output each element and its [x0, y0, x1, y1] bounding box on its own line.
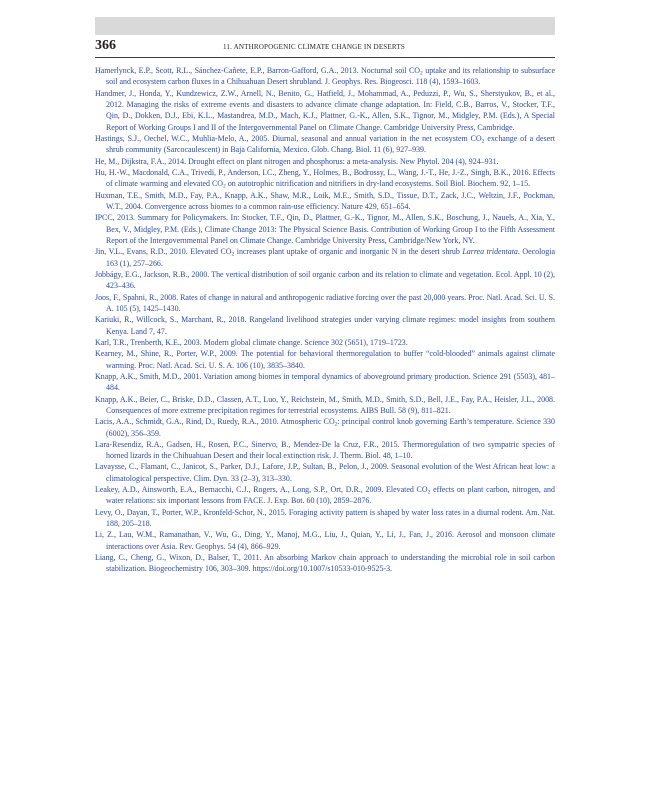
- reference-text: Knapp, A.K., Beier, C., Briske, D.D., Classen, A.T., Luo, Y., Reichstein, M., Smith, M.D., Smith, S.D., Bell, J.E., Fay, P.A., Heisler, J.L., 2008. Consequences of more extreme precipitation regimes for terrestrial ecosystems. AIBS Bull. 58 (9), 811–821.: [95, 394, 555, 415]
- reference-entry: [95, 507, 555, 530]
- page-number: 366: [95, 38, 116, 53]
- reference-text: Li, Z., Lau, W.M., Ramanathan, V., Wu, G., Ding, Y., Manoj, M.G., Liu, J., Quian, Y., Li, J., Fan, J., 2016. Aerosol and monsoon climate interactions over Asia. Rev. Geophys. 54 (4), 866–929.: [95, 530, 555, 551]
- reference-entry: [95, 348, 555, 371]
- reference-entry: [95, 190, 555, 213]
- reference-entry: [95, 461, 555, 484]
- reference-entry: [95, 133, 555, 156]
- reference-text: Huxman, T.E., Smith, M.D., Fay, P.A., Knapp, A.K., Shaw, M.R., Loik, M.E., Smith, S.D., Tissue, D.T., Zack, J.C., Weltzin, J.F., Pockman, W.T., 2004. Convergence across biomes to a common rain-use efficiency. Nature 429, 651–654.: [95, 190, 555, 211]
- reference-text: Handmer, J., Honda, Y., Kundzewicz, Z.W., Arnell, N., Benito, G., Hatfield, J., Mohammad, A., Peduzzi, P., Wu, S., Sherstyukov, B., et al., 2012. Managing the risks of extreme events and disasters to advance climate change adaptation. In: Field, C.B., Barros, V., Stocker, T.F., Qin, D., Dokken, D.J., Ebi, K.L., Mastandrea, M.D., Mach, K.J., Plattner, G.-K., Allen, S.K., Tignor, M., Midgley, P.M. (Eds.), A Special Report of Working Groups I and II of the Intergovernmental Panel on Climate Change. Cambridge University Press, Cambridge.: [95, 88, 555, 132]
- reference-text: Joos, F., Spahni, R., 2008. Rates of change in natural and anthropogenic radiative forcing over the past 20,000 years. Proc. Natl. Acad. Sci. U. S. A. 105 (5), 1425–1430.: [95, 292, 555, 313]
- reference-entry: [95, 439, 555, 462]
- subscript: 2: [427, 489, 431, 496]
- subscript: 2: [223, 183, 226, 190]
- reference-text: : principal control knob governing Earth’s temperature. Science 330 (6002), 356–359.: [106, 417, 555, 438]
- reference-entry: [95, 337, 555, 348]
- reference-text: Hu, H.-W., Macdonald, C.A., Trivedi, P., Anderson, I.C., Zheng, Y., Holmes, B., Bodrossy, L., Wang, J.-T., He, J.-Z., Singh, B.K., 2016. Effects of climate warming and elevated CO: [95, 167, 555, 189]
- reference-entry: [95, 484, 555, 507]
- reference-text: Lavaysse, C., Flamant, C., Janicot, S., Parker, D.J., Lafore, J.P., Sultan, B., Pelon, J., 2009. Seasonal evolution of the West African heat low: a climatological perspective. Clim. Dyn. 33 (2–3), 313–330.: [95, 462, 555, 483]
- reference-text: Kearney, M., Shine, R., Porter, W.P., 2009. The potential for behavioral thermoregulation to buffer “cold-blooded” animals against climate warming. Proc. Natl. Acad. Sci. U. S. A. 106 (10), 3835–3840.: [95, 349, 555, 370]
- reference-entry: [95, 416, 555, 439]
- reference-text: Levy, O., Dayan, T., Porter, W.P., Kronfeld-Schor, N., 2015. Foraging activity pattern is shaped by water loss rates in a diurnal rodent. Am. Nat. 188, 205–218.: [95, 507, 555, 529]
- reference-text: Knapp, A.K., Smith, M.D., 2001. Variation among biomes in temporal dynamics of aboveground primary production. Science 291 (5503), 481–484.: [95, 371, 555, 393]
- reference-text: effects on plant carbon, nitrogen, and water relations: six important lessons from FACE. J. Exp. Bot. 60 (10), 2859–2876.: [106, 485, 555, 506]
- reference-text: IPCC, 2013. Summary for Policymakers. In: Stocker, T.F., Qin, D., Plattner, G.-K., Tignor, M., Allen, S.K., Boschung, J., Nauels, A., Xia, Y., Bex, V., Midgley, P.M. (Eds.), Climate Change 2013: The Physical Science Basis. Contribution of Working Group I to the Fifth Assessment Report of the Intergovernmental Panel on Climate Change. Cambridge University Press, Cambridge/New York, NY.: [95, 213, 555, 245]
- subscript: 2: [481, 138, 485, 145]
- reference-text: uptake and its relationship to subsurface soil and ecosystem carbon fluxes in a Chihuahuan Desert shrubland. J. Geophys. Res. Biogeosci. 118 (4), 1593–1603.: [106, 66, 555, 87]
- reference-entry: [95, 246, 555, 269]
- subscript: 2: [334, 421, 338, 428]
- reference-entry: [95, 314, 555, 337]
- reference-entry: [95, 552, 555, 575]
- reference-entry: [95, 269, 555, 292]
- reference-entry: [95, 394, 555, 417]
- reference-list: [95, 65, 555, 575]
- reference-text: Hamerlynck, E.P., Scott, R.L., Sánchez-Cañete, E.P., Barron-Gafford, G.A., 2013. Nocturnal soil CO: [95, 66, 421, 75]
- reference-text: Hastings, S.J., Oechel, W.C., Muhlia-Melo, A., 2005. Diurnal, seasonal and annual variation in the net ecosystem CO: [95, 133, 482, 143]
- reference-text: exchange of a desert shrub community (Sarcocaulescent) in Baja California, Mexico. Glob. Chang. Biol. 11 (6), 927–939.: [106, 133, 556, 155]
- italic-text: Larrea tridentata: [462, 247, 518, 257]
- reference-text: Kariuki, R., Willcock, S., Marchant, R., 2018. Rangeland livelihood strategies under varying climate regimes: model insights from southern Kenya. Land 7, 47.: [95, 315, 555, 336]
- reference-text: Jin, V.L., Evans, R.D., 2010. Elevated CO: [95, 247, 232, 257]
- reference-entry: [95, 156, 555, 167]
- reference-text: . Oecologia 163 (1), 257–266.: [106, 247, 555, 268]
- reference-entry: [95, 212, 555, 246]
- reference-text: Jobbágy, E.G., Jackson, R.B., 2000. The vertical distribution of soil organic carbon and its relation to climate and vegetation. Ecol. Appl. 10 (2), 423–436.: [95, 269, 555, 291]
- running-head: 11. ANTHROPOGENIC CLIMATE CHANGE IN DESERTS: [223, 43, 405, 51]
- reference-entry: [95, 292, 555, 315]
- reference-text: Karl, T.R., Trenberth, K.E., 2003. Modern global climate change. Science 302 (5651), 1719–1723.: [95, 337, 408, 347]
- subscript: 2: [231, 251, 235, 258]
- page-header: [95, 36, 555, 56]
- reference-entry: [95, 167, 555, 190]
- reference-text: on autotrophic nitrification and nitrifiers in dry-land ecosystems. Soil Biol. Biochem. 92, 1–15.: [225, 179, 531, 189]
- reference-text: Liang, C., Cheng, G., Wixon, D., Balser, T., 2011. An absorbing Markov chain approach to understanding the microbial role in soil carbon stabilization. Biogeochemistry 106, 303–309. https://doi.org/10.1007/s10533-010-9525-3.: [95, 553, 555, 574]
- reference-text: He, M., Dijkstra, F.A., 2014. Drought effect on plant nitrogen and phosphorus: a meta-analysis. New Phytol. 204 (4), 924–931.: [95, 156, 499, 166]
- header-rule: [95, 57, 555, 58]
- reference-text: Lacis, A.A., Schmidt, G.A., Rind, D., Ruedy, R.A., 2010. Atmospheric CO: [95, 417, 335, 427]
- reference-text: Leakey, A.D., Ainsworth, E.A., Bernacchi, C.J., Rogers, A., Long, S.P., Ort, D.R., 2009. Elevated CO: [95, 485, 428, 495]
- reference-entry: [95, 88, 555, 133]
- header-band: [95, 17, 555, 35]
- subscript: 2: [420, 70, 423, 77]
- reference-entry: [95, 65, 555, 88]
- reference-text: Lara-Resendiz, R.A., Gadsen, H., Rosen, P.C., Sinervo, B., Mendez-De la Cruz, F.R., 2015. Thermoregulation of two sympatric species of horned lizards in the Chihuahuan Desert and their local extinction risk. J. Therm. Biol. 48, 1–10.: [95, 439, 555, 461]
- reference-entry: [95, 371, 555, 394]
- reference-entry: [95, 529, 555, 552]
- reference-text: increases plant uptake of organic and inorganic N in the desert shrub: [234, 247, 463, 257]
